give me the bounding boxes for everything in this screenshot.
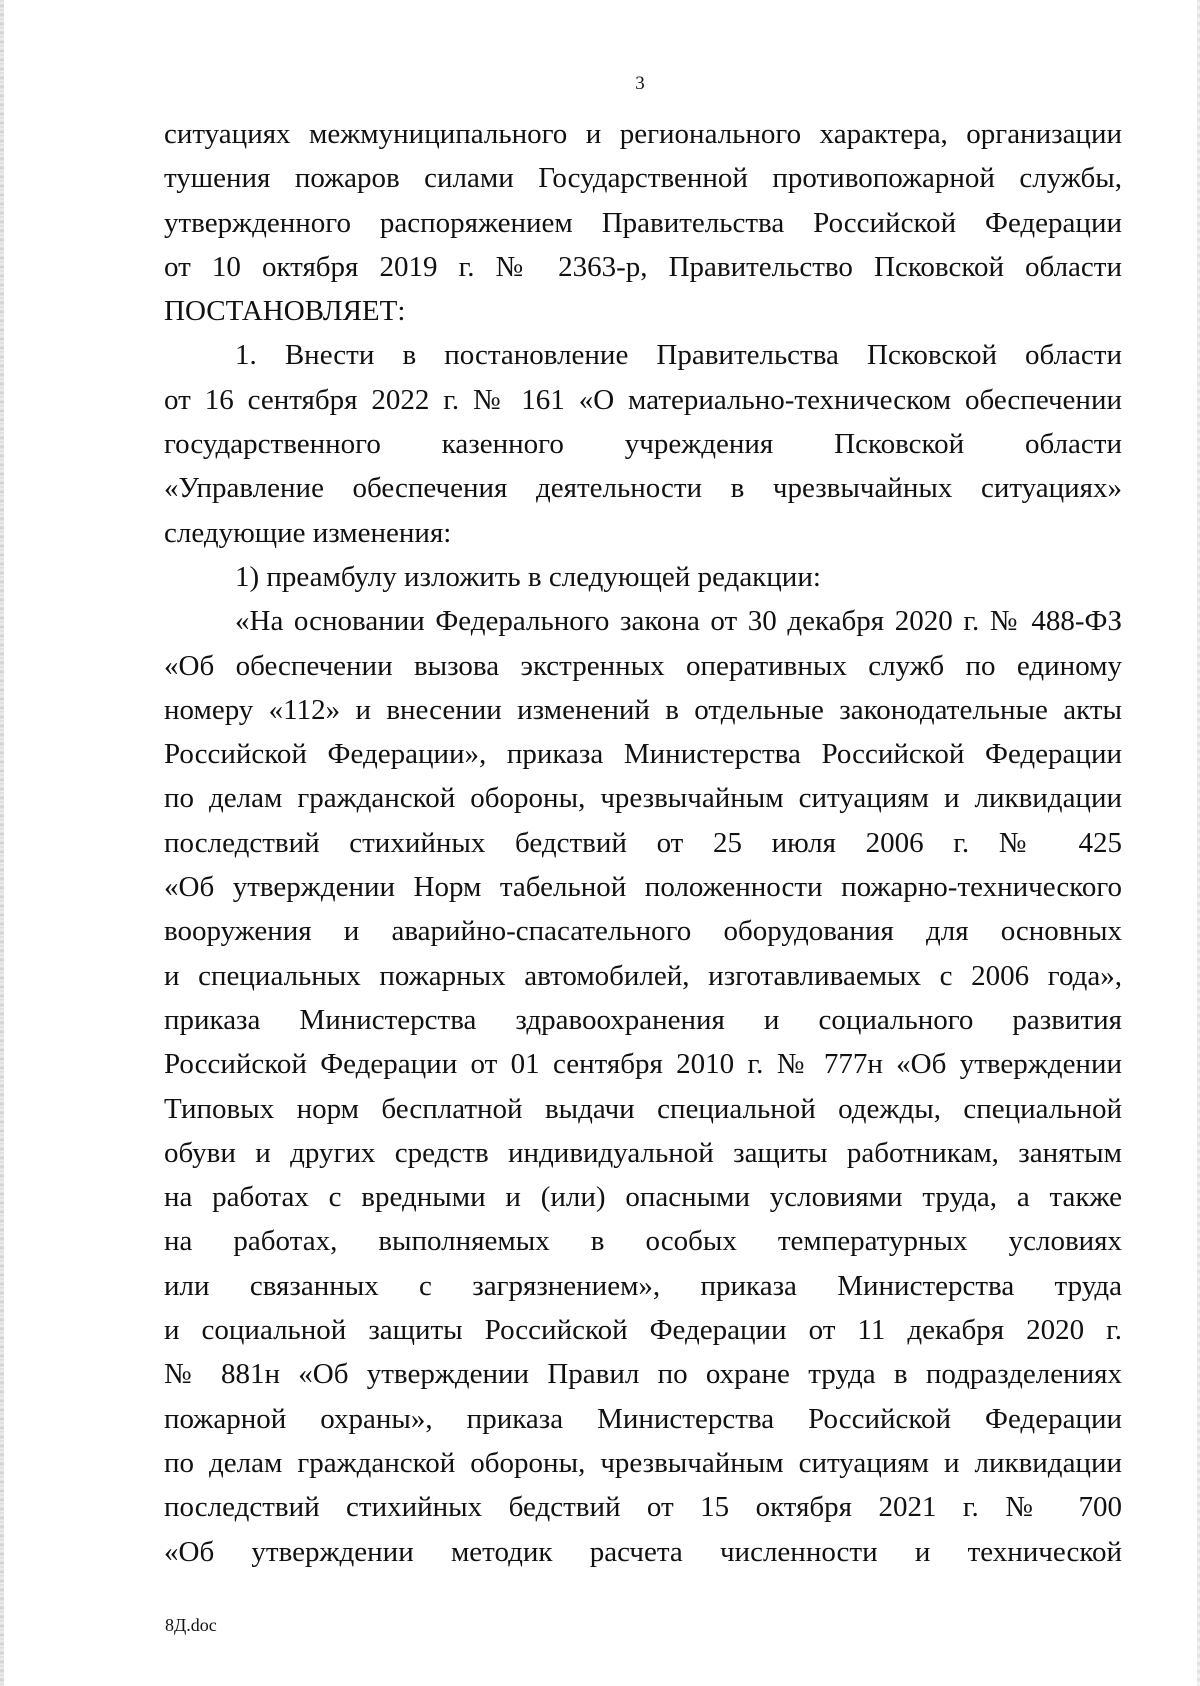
text-line: Российской Федерации», приказа Министерства Российской Федерации: [164, 738, 1122, 771]
page-number: 3: [635, 73, 645, 94]
text-line: от 10 октября 2019 г. № 2363-р, Правительство Псковской области: [164, 250, 1122, 283]
text-line: пожарной охраны», приказа Министерства Российской Федерации: [164, 1402, 1122, 1435]
text-line: от 16 сентября 2022 г. № 161 «О материально-техническом обеспечении: [164, 383, 1122, 416]
footer-filename: 8Д.doc: [165, 1615, 217, 1635]
text-line: по делам гражданской обороны, чрезвычайным ситуациям и ликвидации: [164, 782, 1122, 815]
text-line: «Об обеспечении вызова экстренных оперативных служб по единому: [164, 649, 1122, 682]
document-body: [164, 112, 1122, 1574]
text-line: ситуациях межмуниципального и регионального характера, организации: [164, 118, 1122, 150]
text-line: на работах, выполняемых в особых температурных условиях: [164, 1225, 1122, 1258]
text-line: последствий стихийных бедствий от 25 июля 2006 г. № 425: [164, 826, 1122, 859]
text-line: или связанных с загрязнением», приказа Министерства труда: [164, 1269, 1122, 1302]
text-line: по делам гражданской обороны, чрезвычайным ситуациям и ликвидации: [164, 1446, 1122, 1479]
text-line: вооружения и аварийно-спасательного оборудования для основных: [164, 915, 1122, 948]
text-line: 1. Внести в постановление Правительства Псковской области: [235, 339, 1122, 372]
text-line: Типовых норм бесплатной выдачи специальной одежды, специальной: [164, 1092, 1122, 1125]
text-line: тушения пожаров силами Государственной противопожарной службы,: [164, 162, 1122, 195]
text-line: 1) преамбулу изложить в следующей редакции:: [235, 560, 821, 593]
text-line: «Об утверждении Норм табельной положенности пожарно-технического: [164, 871, 1122, 904]
text-line: и социальной защиты Российской Федерации от 11 декабря 2020 г.: [164, 1314, 1122, 1347]
text-line: Российской Федерации от 01 сентября 2010 г. № 777н «Об утверждении: [164, 1048, 1122, 1081]
text-line: номеру «112» и внесении изменений в отдельные законодательные акты: [164, 693, 1122, 726]
text-line: государственного казенного учреждения Псковской области: [164, 428, 1122, 461]
text-line: № 881н «Об утверждении Правил по охране труда в подразделениях: [164, 1358, 1122, 1391]
text-line: «На основании Федерального закона от 30 декабря 2020 г. № 488-ФЗ: [235, 605, 1122, 638]
text-line: ПОСТАНОВЛЯЕТ:: [164, 295, 406, 328]
text-line: следующие изменения:: [164, 516, 452, 549]
text-line: утвержденного распоряжением Правительства Российской Федерации: [164, 206, 1122, 239]
text-line: и специальных пожарных автомобилей, изготавливаемых с 2006 года»,: [164, 959, 1122, 992]
text-line: приказа Министерства здравоохранения и социального развития: [164, 1003, 1122, 1036]
text-line: «Управление обеспечения деятельности в чрезвычайных ситуациях»: [164, 472, 1122, 505]
text-line: обуви и других средств индивидуальной защиты работникам, занятым: [164, 1136, 1122, 1169]
text-line: на работах с вредными и (или) опасными условиями труда, а также: [164, 1181, 1122, 1214]
text-line: «Об утверждении методик расчета численности и технической: [164, 1535, 1122, 1568]
scan-left-edge: [0, 0, 4, 1686]
text-line: последствий стихийных бедствий от 15 октября 2021 г. № 700: [164, 1491, 1122, 1524]
